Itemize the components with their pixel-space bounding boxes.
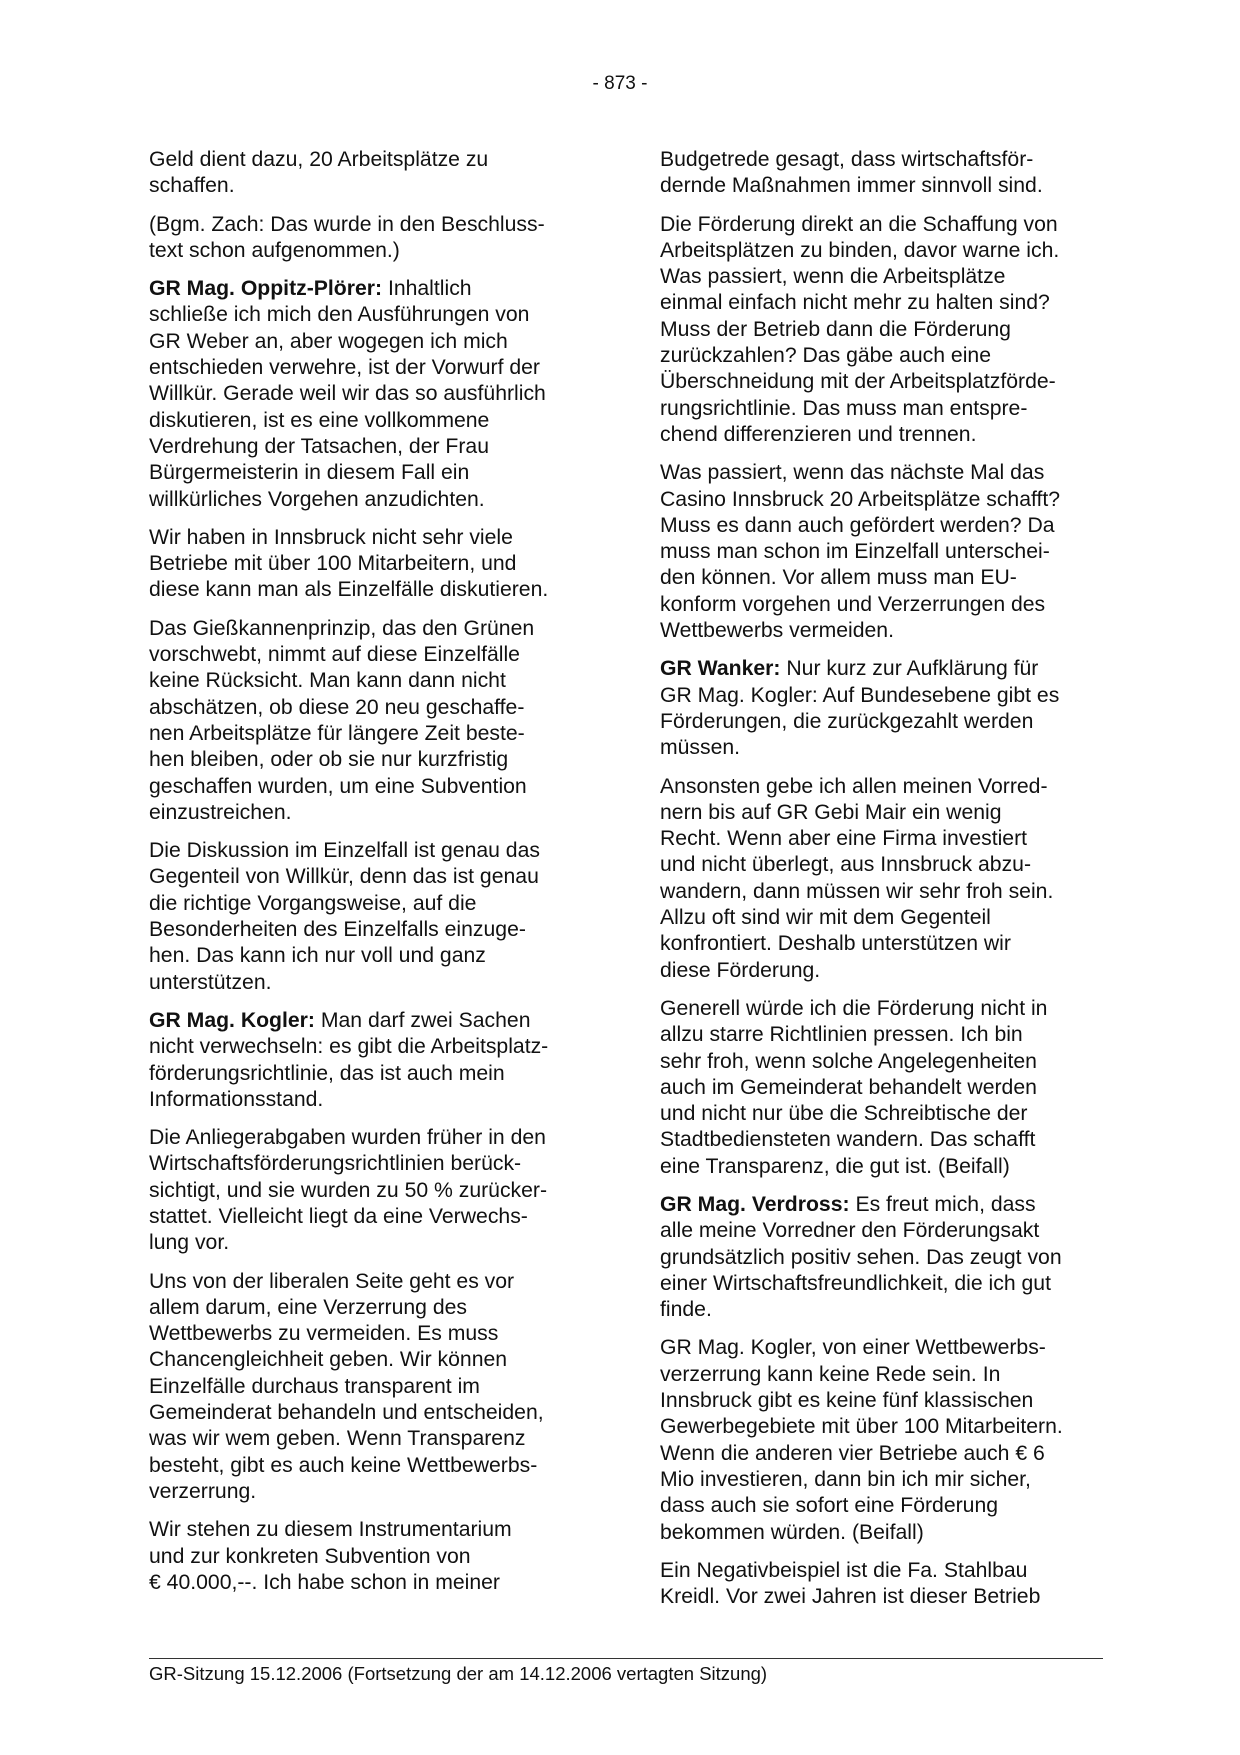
paragraph	[149, 212, 589, 265]
paragraph	[149, 525, 589, 604]
paragraph	[149, 147, 589, 200]
paragraph-text: Wir haben in Innsbruck nicht sehr viele Betriebe mit über 100 Mitarbeitern, und diese kann man als Einzelfälle diskutieren.	[149, 525, 549, 602]
paragraph-text: Was passiert, wenn das nächste Mal das Casino Innsbruck 20 Arbeitsplätze schafft? Muss es dann auch gefördert werden? Da muss man schon im Einzelfall unterschei- den können. Vor allem muss man EU- konform vorgehen und Verzerrungen des Wettbewerbs vermeiden.	[660, 461, 1061, 643]
paragraph-text: Die Anliegerabgaben wurden früher in den Wirtschaftsförderungsrichtlinien berück- sichtigt, und sie wurden zu 50 % zurücker- stattet. Vielleicht liegt da eine Verwechs- lung vor.	[149, 1126, 548, 1255]
speaker-name: GR Mag. Kogler:	[149, 1008, 315, 1032]
paragraph-text: Nur kurz zur Aufklärung für GR Mag. Kogler: Auf Bundesebene gibt es Förderungen, die zurückgezahlt werden müssen.	[660, 657, 1060, 760]
paragraph	[660, 996, 1100, 1180]
paragraph-text: Inhaltlich schließe ich mich den Ausführungen von GR Weber an, aber wogegen ich mich entschieden verwehre, ist der Vorwurf der Willkür. Gerade weil wir das so ausführlich diskutieren, ist es eine vollkommene Verdrehung der Tatsachen, der Frau Bürgermeisterin in diesem Fall ein willkürliches Vorgehen anzudichten.	[149, 277, 546, 511]
paragraph-text: Die Förderung direkt an die Schaffung von Arbeitsplätzen zu binden, davor warne ich. Was passiert, wenn die Arbeitsplätze einmal einfach nicht mehr zu halten sind? Muss der Betrieb dann die Förderung zurückzahlen? Das gäbe auch eine Überschneidung mit der Arbeitsplatzförde- rungsrichtlinie. Das muss man entspre- chend differenzieren und trennen.	[660, 212, 1060, 446]
paragraph	[149, 1269, 589, 1506]
footer-divider	[149, 1658, 1103, 1659]
paragraph-text: Ein Negativbeispiel ist die Fa. Stahlbau Kreidl. Vor zwei Jahren ist dieser Betrieb	[660, 1558, 1041, 1609]
paragraph	[660, 460, 1100, 644]
paragraph-text: Geld dient dazu, 20 Arbeitsplätze zu schaffen.	[149, 148, 489, 198]
paragraph-text: Die Diskussion im Einzelfall ist genau das Gegenteil von Willkür, denn das ist genau die richtige Vorgangsweise, auf die Besonderheiten des Einzelfalls einzuge- hen. Das kann ich nur voll und ganz unterstützen.	[149, 839, 540, 994]
paragraph	[660, 774, 1100, 984]
right-column	[660, 147, 1100, 1622]
paragraph	[660, 1335, 1100, 1545]
paragraph-text: Ansonsten gebe ich allen meinen Vorred- nern bis auf GR Gebi Mair ein wenig Recht. Wenn aber eine Firma investiert und nicht überlegt, aus Innsbruck abzu- wandern, dann müssen wir sehr froh sein. Allzu oft sind wir mit dem Gegenteil konfrontiert. Deshalb unterstützen wir diese Förderung.	[660, 774, 1054, 982]
paragraph-text: Man darf zwei Sachen nicht verwechseln: es gibt die Arbeitsplatz- förderungsrichtlinie, das ist auch mein Informationsstand.	[149, 1008, 549, 1111]
paragraph	[149, 1008, 589, 1113]
page-footer: GR-Sitzung 15.12.2006 (Fortsetzung der am 14.12.2006 vertagten Sitzung)	[149, 1663, 768, 1684]
paragraph	[149, 276, 589, 513]
paragraph-text: Budgetrede gesagt, dass wirtschaftsför- dernde Maßnahmen immer sinnvoll sind.	[660, 148, 1043, 198]
paragraph-text: Das Gießkannenprinzip, das den Grünen vorschwebt, nimmt auf diese Einzelfälle keine Rücksicht. Man kann dann nicht abschätzen, ob diese 20 neu geschaffe- nen Arbeitsplätze für längere Zeit beste- hen bleiben, oder ob sie nur kurzfristig geschaffen wurden, um eine Subvention einzustreichen.	[149, 616, 535, 824]
paragraph	[149, 838, 589, 996]
paragraph	[149, 1125, 589, 1256]
page-number: - 873 -	[592, 73, 648, 94]
paragraph-text: (Bgm. Zach: Das wurde in den Beschluss- text schon aufgenommen.)	[149, 212, 545, 262]
paragraph	[660, 212, 1100, 449]
speaker-name: GR Mag. Oppitz-Plörer:	[149, 277, 383, 301]
paragraph-text: Generell würde ich die Förderung nicht in allzu starre Richtlinien pressen. Ich bin sehr froh, wenn solche Angelegenheiten auch im Gemeinderat behandelt werden und nicht nur übe die Schreibtische der Stadtbediensteten wandern. Das schafft eine Transparenz, die gut ist. (Beifall)	[660, 996, 1048, 1178]
paragraph	[660, 656, 1100, 761]
paragraph	[660, 147, 1100, 200]
paragraph-text: GR Mag. Kogler, von einer Wettbewerbs- verzerrung kann keine Rede sein. In Innsbruck gibt es keine fünf klassischen Gewerbegebiete mit über 100 Mitarbeitern. Wenn die anderen vier Betriebe auch € 6 Mio investieren, dann bin ich mir sicher, dass auch sie sofort eine Förderung bekommen würden. (Beifall)	[660, 1336, 1063, 1544]
paragraph	[660, 1192, 1100, 1323]
paragraph-text: Es freut mich, dass alle meine Vorredner den Förderungsakt grundsätzlich positiv sehen. Das zeugt von einer Wirtschaftsfreundlichkeit, die ich gut finde.	[660, 1192, 1062, 1322]
left-column	[149, 147, 589, 1608]
paragraph	[149, 616, 589, 826]
paragraph	[660, 1558, 1100, 1611]
paragraph-text: Uns von der liberalen Seite geht es vor allem darum, eine Verzerrung des Wettbewerbs zu vermeiden. Es muss Chancengleichheit geben. Wir können Einzelfälle durchaus transparent im Gemeinderat behandeln und entscheiden, was wir wem geben. Wenn Transparenz besteht, gibt es auch keine Wettbewerbs- verzerrung.	[149, 1269, 544, 1503]
paragraph-text: Wir stehen zu diesem Instrumentarium und zur konkreten Subvention von € 40.000,--. Ich habe schon in meiner	[149, 1518, 512, 1594]
speaker-name: GR Wanker:	[660, 657, 781, 681]
speaker-name: GR Mag. Verdross:	[660, 1192, 850, 1216]
paragraph	[149, 1517, 589, 1596]
